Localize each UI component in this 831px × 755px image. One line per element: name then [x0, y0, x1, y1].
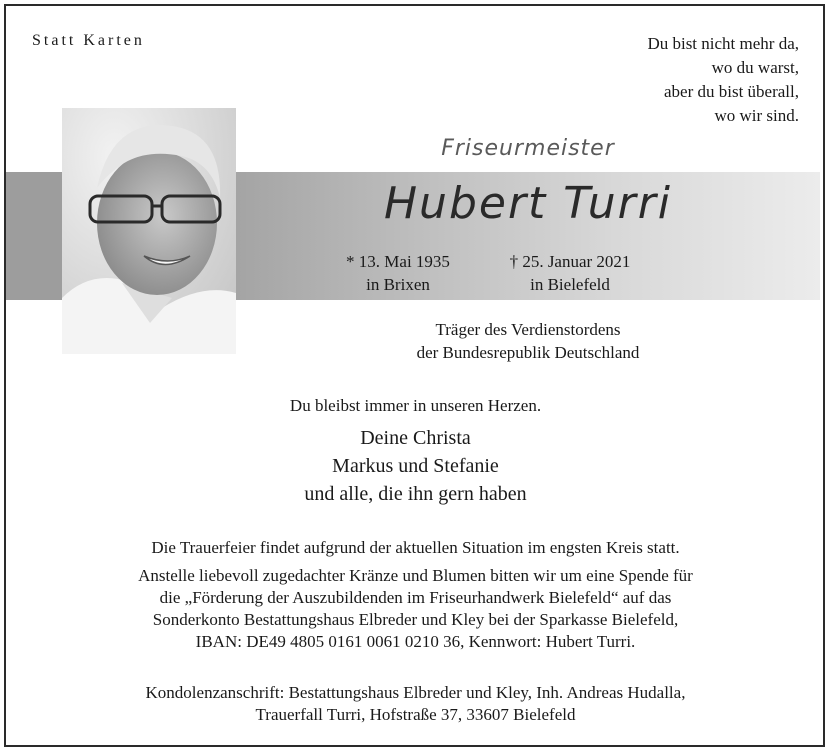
- remembrance-line: Du bleibst immer in unseren Herzen.: [289, 396, 542, 415]
- info-line: Sonderkonto Bestattungshaus Elbreder und Kley bei der Sparkasse Bielefeld,: [152, 610, 679, 629]
- condolence-line: Trauerfall Turri, Hofstraße 37, 33607 Bielefeld: [255, 705, 576, 724]
- statt-karten-label: Statt Karten: [32, 32, 145, 49]
- deceased-name: Hubert Turri: [383, 178, 673, 229]
- birth-date: * 13. Mai 1935: [346, 252, 450, 271]
- poem-line: wo du warst,: [711, 58, 799, 77]
- condolence-line: Kondolenzanschrift: Bestattungshaus Elbreder und Kley, Inh. Andreas Hudalla,: [145, 683, 686, 702]
- death-date: † 25. Januar 2021: [509, 252, 631, 271]
- profession-title: Friseurmeister: [441, 136, 615, 161]
- birth-place: in Brixen: [366, 275, 430, 294]
- honor-line: der Bundesrepublik Deutschland: [416, 343, 640, 362]
- info-line: Die Trauerfeier findet aufgrund der aktuellen Situation im engsten Kreis statt.: [151, 538, 680, 557]
- poem-line: Du bist nicht mehr da,: [647, 34, 799, 53]
- birth-info: [338, 250, 458, 296]
- family-line: Markus und Stefanie: [332, 455, 499, 477]
- condolence-address: [6, 682, 825, 726]
- poem-line: wo wir sind.: [714, 106, 799, 125]
- portrait-photo: [62, 108, 236, 354]
- portrait-image: [62, 108, 236, 354]
- family-line: Deine Christa: [360, 427, 471, 449]
- poem-line: aber du bist überall,: [663, 82, 799, 101]
- family-signatures: [6, 424, 825, 508]
- gray-band-left: [6, 172, 62, 300]
- honor-line: Träger des Verdienstordens: [435, 320, 621, 339]
- info-line: IBAN: DE49 4805 0161 0061 0210 36, Kennwort: Hubert Turri.: [195, 632, 636, 651]
- poem: [647, 32, 799, 128]
- family-line: und alle, die ihn gern haben: [304, 483, 527, 505]
- funeral-info: [6, 537, 825, 653]
- death-info: [495, 250, 645, 296]
- death-place: in Bielefeld: [530, 275, 610, 294]
- info-line: Anstelle liebevoll zugedachter Kränze und Blumen bitten wir um eine Spende für: [138, 566, 693, 585]
- honor-text: [236, 318, 820, 364]
- info-line: die „Förderung der Auszubildenden im Friseurhandwerk Bielefeld“ auf das: [159, 588, 672, 607]
